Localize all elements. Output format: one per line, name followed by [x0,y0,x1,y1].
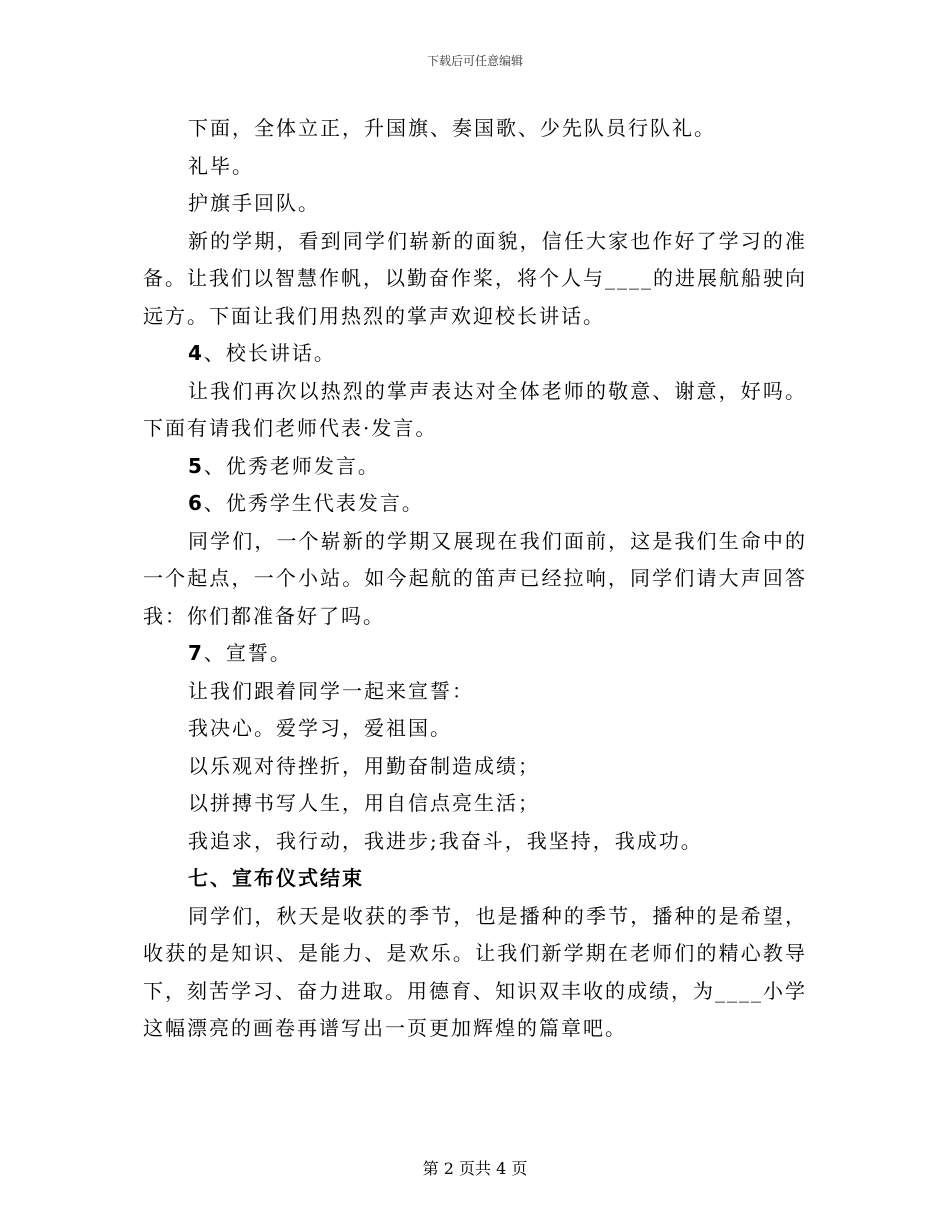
item-number: 4 [188,341,204,365]
item-text: 、校长讲话。 [203,341,336,365]
page-header: 下载后可任意编辑 [426,54,523,68]
oath-line-1: 我决心。爱学习，爱祖国。 [188,716,452,740]
item-principal-speech [143,335,807,373]
paragraph-new-semester: 新的学期，看到同学们崭新的面貌，信任大家也作好了学习的准备。让我们以智慧作帆，以勤奋作桨，将个人与____的进展航船驶向远方。下面让我们用热烈的掌声欢迎校长讲话。 [143,228,807,328]
item-number: 5 [188,453,204,478]
oath-line-3: 以拼搏书写人生，用自信点亮生活； [188,791,540,815]
item-text: 、优秀老师发言。 [203,453,380,478]
paragraph-flag-guards-return: 护旗手回队。 [188,191,320,215]
oath-line-4: 我追求，我行动，我进步;我奋斗，我坚持，我成功。 [188,828,703,853]
item-text: 、宣誓。 [203,641,292,665]
paragraph-oath-intro: 让我们跟着同学一起来宣誓： [188,678,474,703]
paragraph-salute-end: 礼毕。 [188,153,254,178]
paragraph-closing: 同学们，秋天是收获的季节，也是播种的季节，播种的是希望，收获的是知识、是能力、是欢乐。让我们新学期在老师们的精心教导下，刻苦学习、奋力进取。用德育、知识双丰收的成绩，为____小学这幅漂亮的画卷再谱写出一页更加辉煌的篇章吧。 [143,903,807,1040]
paragraph-new-start: 同学们，一个崭新的学期又展现在我们面前，这是我们生命中的一个起点，一个小站。如今起航的笛声已经拉响，同学们请大声回答我：你们都准备好了吗。 [143,528,807,628]
paragraph-thanks-teachers: 让我们再次以热烈的掌声表达对全体老师的敬意、谢意，好吗。下面有请我们老师代表·发言。 [143,378,807,440]
item-student-speech [143,485,807,523]
section-heading-closing: 七、宣布仪式结束 [188,866,364,890]
item-number: 7 [188,641,204,665]
paragraph-flag-ceremony: 下面，全体立正，升国旗、奏国歌、少先队员行队礼。 [188,116,716,140]
item-teacher-speech [143,448,807,486]
document-body [143,110,807,1048]
page-footer: 第 2 页共 4 页 [422,1159,528,1178]
oath-line-2: 以乐观对待挫折，用勤奋制造成绩； [188,753,540,778]
item-number: 6 [188,491,204,515]
item-text: 、优秀学生代表发言。 [203,491,424,515]
item-oath [143,635,807,673]
